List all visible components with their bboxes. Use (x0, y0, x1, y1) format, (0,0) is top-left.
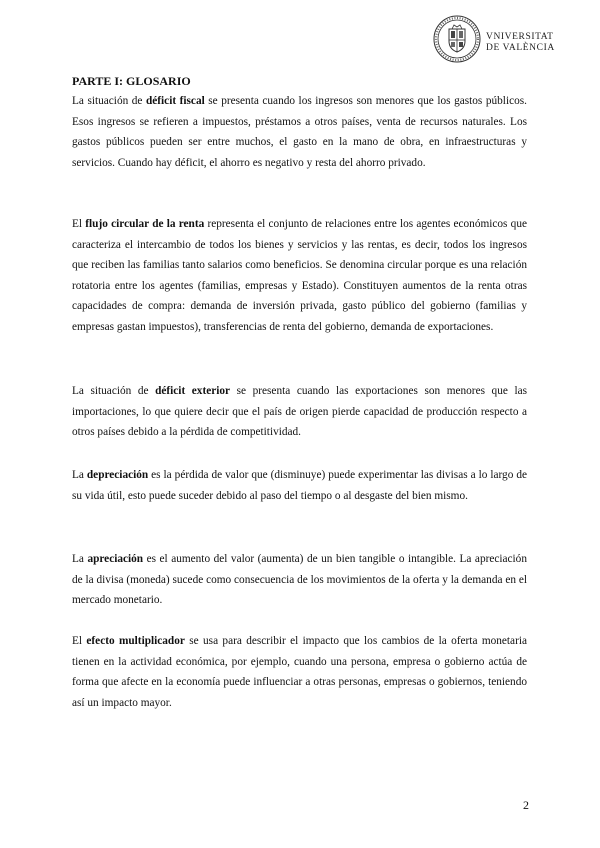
definition-text: es la pérdida de valor que (disminuye) puede experimentar las divisas a lo largo de su vida útil, esto puede suceder debido al paso del tiempo o al desgaste del bien mismo. (72, 469, 527, 502)
definition-deficit-exterior (72, 381, 527, 443)
definition-text: La situación de (72, 95, 146, 107)
definition-term: efecto multiplicador (86, 635, 185, 647)
definition-term: déficit exterior (155, 385, 231, 397)
definition-efecto-multiplicador (72, 631, 527, 713)
logo-wordmark-line1: VNIVERSITAT (486, 32, 554, 42)
university-logo (432, 14, 560, 64)
definition-text: se presenta cuando las exportaciones son menores que las importaciones, lo que quiere decir que el país de origen pierde capacidad de producción respecto a otros países debido a la pérdida de competitividad. (72, 385, 527, 438)
university-seal-icon (432, 14, 482, 64)
definition-text: El (72, 635, 87, 647)
definition-flujo-circular (72, 214, 527, 337)
definition-text: representa el conjunto de relaciones entre los agentes económicos que caracteriza el intercambio de todos los bienes y servicios y las rentas, es decir, todos los ingresos que reciben las familias tanto salarios como beneficios. Se denomina circular porque es una relación rotatoria entre los agentes (familias, empresas y Estado). Constituyen aumentos de la renta otras capacidades de compra: demanda de inversión privada, gasto público del gobierno (familias y empresas gastan impuestos), transferencias de renta del gobierno, demanda de exportaciones. (72, 218, 527, 333)
definition-term: déficit fiscal (145, 95, 205, 107)
definition-term: flujo circular de la renta (85, 218, 205, 230)
definition-text: La situación de (72, 385, 156, 397)
definition-text: es el aumento del valor (aumenta) de un bien tangible o intangible. La apreciación de la divisa (moneda) sucede como consecuencia de los movimientos de la oferta y la demanda en el mercado monetario. (72, 553, 527, 606)
definition-depreciacion (72, 465, 527, 506)
definition-text: La (72, 553, 88, 565)
logo-wordmark-line2: DE VALÈNCIA (486, 43, 555, 53)
definition-apreciacion (72, 549, 527, 611)
definition-term: depreciación (86, 469, 149, 481)
section-heading: PARTE I: GLOSARIO (72, 74, 191, 88)
definition-text: La (72, 469, 87, 481)
definition-text: se presenta cuando los ingresos son menores que los gastos públicos. Esos ingresos se refieren a impuestos, préstamos a otros países, venta de recursos naturales. Los gastos públicos pueden ser entre muchos, el gasto en la mano de obra, en infraestructuras y servicios. Cuando hay déficit, el ahorro es negativo y resta del ahorro privado. (72, 95, 527, 169)
definition-deficit-fiscal (72, 91, 527, 173)
definition-text: se usa para describir el impacto que los cambios de la oferta monetaria tienen en la actividad económica, por ejemplo, cuando una persona, empresa o gobierno actúa de forma que afecte en la economía puede influenciar a otras personas, empresas o gobiernos, teniendo así un impacto mayor. (72, 635, 527, 709)
definition-text: El (72, 218, 86, 230)
definition-term: apreciación (87, 553, 144, 565)
page-number: 2 (523, 798, 529, 812)
